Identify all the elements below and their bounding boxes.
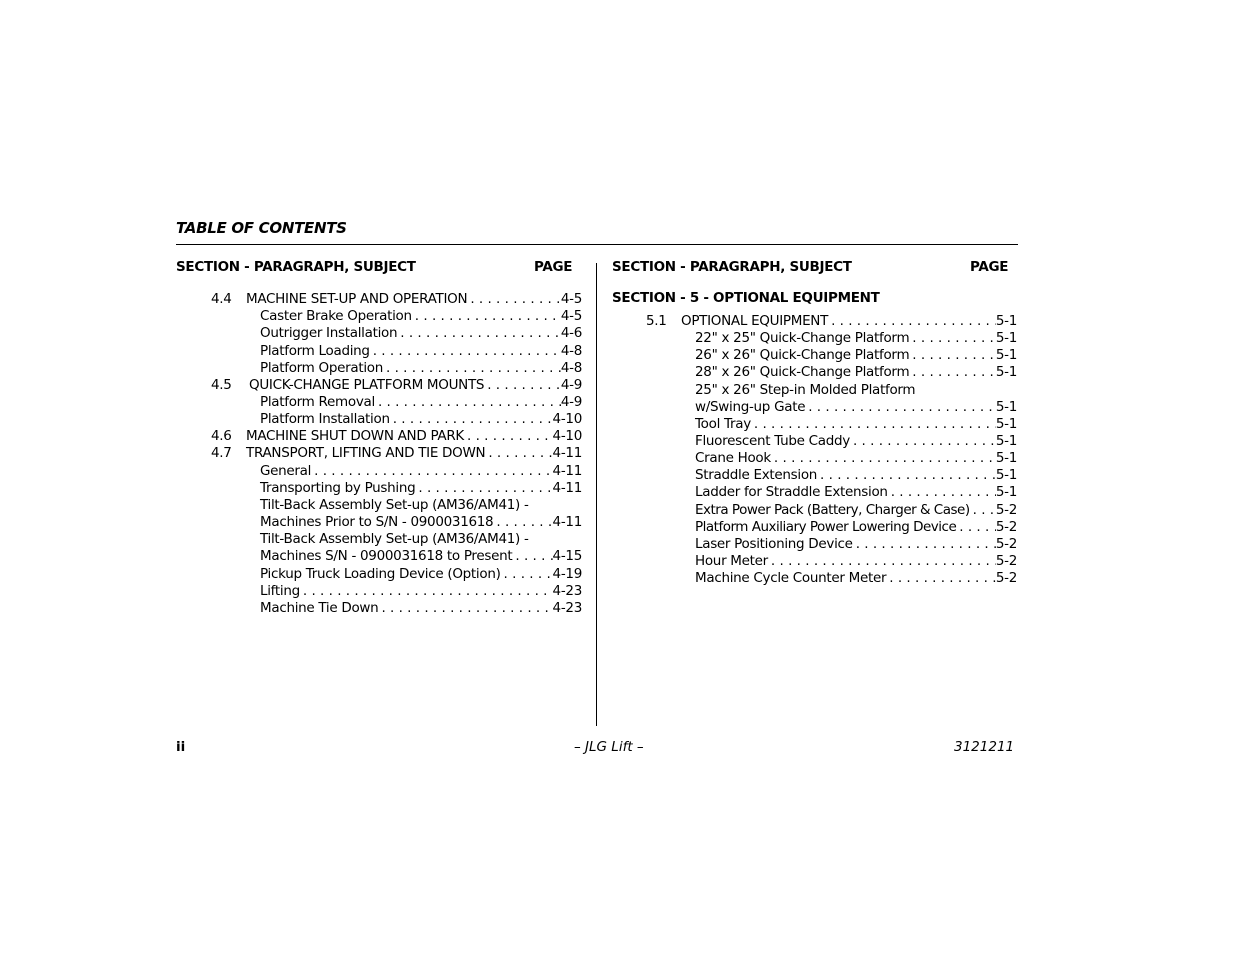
dot-leader: [886, 570, 996, 587]
dot-leader: [768, 553, 996, 570]
entry-label-line1: 25" x 26" Step-in Molded Platform: [695, 382, 916, 398]
dot-leader: [311, 463, 552, 480]
entry-label: Machine Cycle Counter Meter: [695, 570, 887, 586]
dot-leader: [484, 377, 561, 394]
entry-page: 5-2: [995, 553, 1017, 569]
toc-entry[interactable]: [260, 360, 582, 377]
entry-page: 4-11: [552, 514, 582, 530]
toc-entry[interactable]: [695, 502, 1017, 519]
entry-label: MACHINE SET-UP AND OPERATION: [246, 291, 468, 307]
dot-leader: [970, 502, 996, 519]
right-column-subject-header: SECTION - PARAGRAPH, SUBJECT: [612, 259, 852, 275]
paragraph-number: 4.6: [211, 428, 232, 444]
entry-label: Straddle Extension: [695, 467, 818, 483]
right-column-page-header: PAGE: [970, 259, 1009, 275]
entry-label: QUICK-CHANGE PLATFORM MOUNTS: [249, 377, 485, 393]
entry-page: 4-11: [552, 445, 582, 461]
entry-page: 5-2: [995, 502, 1017, 518]
toc-entry[interactable]: [646, 313, 1017, 330]
entry-page: 4-9: [560, 377, 582, 393]
entry-label: Fluorescent Tube Caddy: [695, 433, 850, 449]
entry-label: Extra Power Pack (Battery, Charger & Case): [695, 502, 970, 518]
paragraph-number: 4.4: [211, 291, 232, 307]
title-divider: [176, 244, 1018, 245]
entry-page: 4-11: [552, 463, 582, 479]
dot-leader: [828, 313, 996, 330]
dot-leader: [909, 330, 996, 347]
dot-leader: [501, 566, 553, 583]
entry-label: Platform Operation: [260, 360, 384, 376]
dot-leader: [467, 291, 561, 308]
toc-entry[interactable]: [695, 570, 1017, 587]
entry-label: Platform Loading: [260, 343, 370, 359]
dot-leader: [397, 325, 561, 342]
toc-entry[interactable]: [260, 411, 582, 428]
toc-entry[interactable]: [260, 514, 582, 531]
entry-page: 5-1: [995, 416, 1017, 432]
page-title: TABLE OF CONTENTS: [176, 219, 347, 237]
entry-label: 22" x 25" Quick-Change Platform: [695, 330, 910, 346]
entry-page: 5-1: [995, 330, 1017, 346]
entry-page: 5-1: [995, 450, 1017, 466]
dot-leader: [853, 536, 996, 553]
left-column-subject-header: SECTION - PARAGRAPH, SUBJECT: [176, 259, 416, 275]
entry-label: Platform Auxiliary Power Lowering Device: [695, 519, 957, 535]
entry-page: 4-5: [560, 291, 582, 307]
entry-page: 4-15: [552, 548, 582, 564]
dot-leader: [415, 480, 552, 497]
toc-entry[interactable]: [260, 480, 582, 497]
toc-entry[interactable]: [260, 566, 582, 583]
toc-entry[interactable]: [260, 343, 582, 360]
toc-entry[interactable]: [695, 399, 1017, 416]
toc-entry[interactable]: [695, 467, 1017, 484]
entry-label: General: [260, 463, 312, 479]
entry-label: Ladder for Straddle Extension: [695, 484, 888, 500]
page-number: ii: [176, 739, 186, 755]
toc-entry[interactable]: [260, 548, 582, 565]
entry-label: Crane Hook: [695, 450, 771, 466]
entry-page: 4-11: [552, 480, 582, 496]
entry-label: Platform Installation: [260, 411, 390, 427]
entry-page: 5-1: [995, 399, 1017, 415]
entry-page: 4-6: [560, 325, 582, 341]
entry-page: 4-8: [560, 343, 582, 359]
entry-label: TRANSPORT, LIFTING AND TIE DOWN: [246, 445, 486, 461]
entry-page: 4-8: [560, 360, 582, 376]
toc-entry[interactable]: [695, 536, 1017, 553]
entry-label: OPTIONAL EQUIPMENT: [681, 313, 829, 329]
entry-label-line1: Tilt-Back Assembly Set-up (AM36/AM41) -: [260, 497, 529, 513]
toc-entry[interactable]: [260, 600, 582, 617]
toc-entry[interactable]: [260, 325, 582, 342]
entry-label: 28" x 26" Quick-Change Platform: [695, 364, 910, 380]
toc-entry[interactable]: [211, 377, 582, 394]
entry-label: Laser Positioning Device: [695, 536, 853, 552]
entry-label: Lifting: [260, 583, 300, 599]
entry-label: Platform Removal: [260, 394, 375, 410]
dot-leader: [771, 450, 996, 467]
dot-leader: [850, 433, 996, 450]
entry-page: 4-19: [552, 566, 582, 582]
paragraph-number: 5.1: [646, 313, 667, 329]
toc-entry[interactable]: [260, 463, 582, 480]
toc-entry[interactable]: [695, 553, 1017, 570]
entry-label: Machines S/N - 0900031618 to Present: [260, 548, 513, 564]
paragraph-number: 4.5: [211, 377, 232, 393]
paragraph-number: 4.7: [211, 445, 232, 461]
section-5-heading: SECTION - 5 - OPTIONAL EQUIPMENT: [612, 290, 880, 306]
toc-entry[interactable]: [695, 433, 1017, 450]
entry-label: MACHINE SHUT DOWN AND PARK: [246, 428, 464, 444]
entry-label: Pickup Truck Loading Device (Option): [260, 566, 501, 582]
dot-leader: [370, 343, 561, 360]
entry-page: 4-5: [560, 308, 582, 324]
toc-entry[interactable]: [695, 347, 1017, 364]
dot-leader: [300, 583, 553, 600]
entry-page: 5-2: [995, 519, 1017, 535]
entry-page: 4-23: [552, 600, 582, 616]
toc-entry[interactable]: [695, 450, 1017, 467]
dot-leader: [375, 394, 561, 411]
dot-leader: [817, 467, 996, 484]
entry-label-line1: Tilt-Back Assembly Set-up (AM36/AM41) -: [260, 531, 529, 547]
entry-label: Hour Meter: [695, 553, 768, 569]
dot-leader: [383, 360, 561, 377]
document-number: 3121211: [954, 739, 1015, 755]
entry-page: 5-2: [995, 536, 1017, 552]
entry-page: 4-10: [552, 411, 582, 427]
toc-entry[interactable]: [211, 445, 582, 462]
toc-entry[interactable]: [260, 308, 582, 325]
toc-entry[interactable]: [695, 330, 1017, 347]
entry-label: Machines Prior to S/N - 0900031618: [260, 514, 494, 530]
dot-leader: [493, 514, 552, 531]
toc-entry[interactable]: [695, 364, 1017, 381]
entry-page: 5-1: [995, 313, 1017, 329]
entry-label: Tool Tray: [695, 416, 751, 432]
left-column-page-header: PAGE: [534, 259, 573, 275]
entry-label: Machine Tie Down: [260, 600, 379, 616]
dot-leader: [378, 600, 552, 617]
entry-page: 4-10: [552, 428, 582, 444]
dot-leader: [888, 484, 996, 501]
entry-label: Outrigger Installation: [260, 325, 398, 341]
entry-page: 5-1: [995, 433, 1017, 449]
entry-page: 5-2: [995, 570, 1017, 586]
toc-entry[interactable]: [211, 291, 582, 308]
dot-leader: [412, 308, 561, 325]
dot-leader: [512, 548, 552, 565]
entry-page: 4-23: [552, 583, 582, 599]
entry-page: 4-9: [560, 394, 582, 410]
entry-label: 26" x 26" Quick-Change Platform: [695, 347, 910, 363]
entry-label: w/Swing-up Gate: [695, 399, 806, 415]
entry-page: 5-1: [995, 347, 1017, 363]
column-divider: [596, 263, 597, 726]
entry-label: Caster Brake Operation: [260, 308, 412, 324]
dot-leader: [751, 416, 996, 433]
toc-entry[interactable]: [695, 519, 1017, 536]
footer-publisher: – JLG Lift –: [574, 739, 644, 755]
dot-leader: [956, 519, 996, 536]
dot-leader: [909, 364, 996, 381]
dot-leader: [485, 445, 552, 462]
toc-entry[interactable]: [211, 428, 582, 445]
toc-entry[interactable]: [260, 394, 582, 411]
toc-entry[interactable]: [695, 416, 1017, 433]
dot-leader: [390, 411, 553, 428]
entry-page: 5-1: [995, 484, 1017, 500]
dot-leader: [805, 399, 996, 416]
dot-leader: [464, 428, 553, 445]
entry-label: Transporting by Pushing: [260, 480, 416, 496]
entry-page: 5-1: [995, 467, 1017, 483]
toc-entry[interactable]: [695, 484, 1017, 501]
dot-leader: [909, 347, 996, 364]
entry-page: 5-1: [995, 364, 1017, 380]
toc-entry[interactable]: [260, 583, 582, 600]
